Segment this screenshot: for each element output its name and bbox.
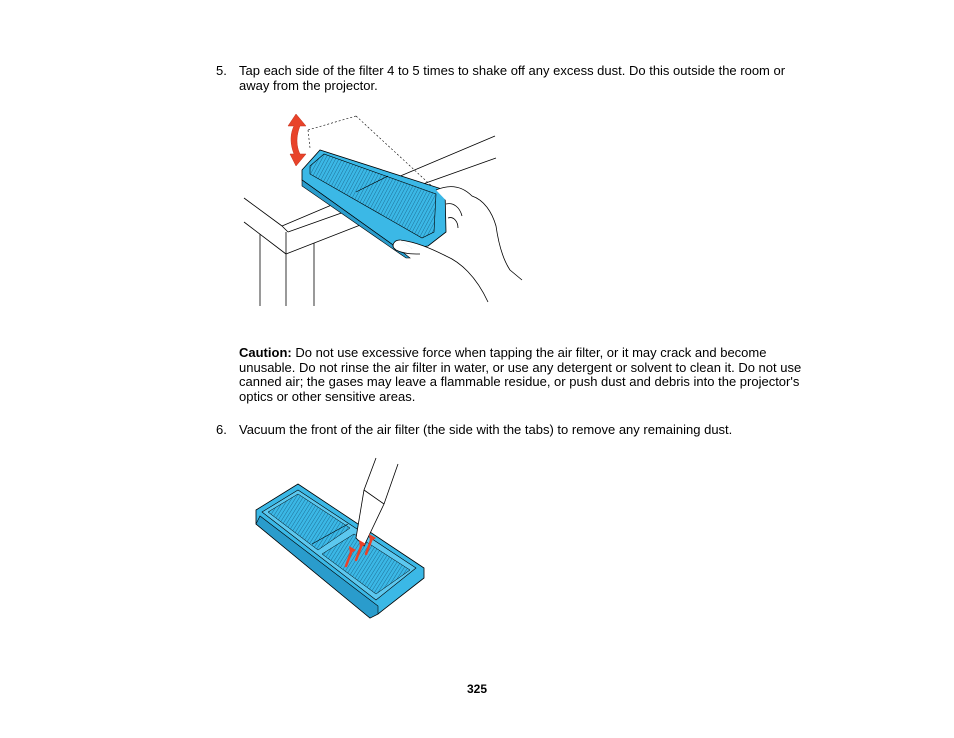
caution-note bbox=[239, 346, 809, 404]
step-number: 5. bbox=[216, 63, 227, 78]
tap-filter-illustration bbox=[240, 108, 530, 310]
step-number: 6. bbox=[216, 422, 227, 437]
caution-text: Do not use excessive force when tapping the air filter, or it may crack and become unusable. Do not rinse the air filter in water, or use any detergent or solvent to clean it. Do not use canned air; the gases may leave a flammable residue, or push dust and debris into the projector's optics or other sensitive areas. bbox=[239, 345, 802, 404]
caution-label: Caution: bbox=[239, 345, 292, 360]
page-number: 325 bbox=[466, 682, 488, 696]
vacuum-filter-illustration bbox=[252, 454, 432, 624]
shake-arrow-icon bbox=[288, 114, 306, 166]
vacuum-nozzle bbox=[356, 458, 398, 546]
step-text: Tap each side of the filter 4 to 5 times to shake off any excess dust. Do this outside the room or away from the projector. bbox=[239, 63, 786, 93]
step-text: Vacuum the front of the air filter (the side with the tabs) to remove any remaining dust. bbox=[239, 422, 733, 437]
air-filter bbox=[256, 484, 424, 618]
